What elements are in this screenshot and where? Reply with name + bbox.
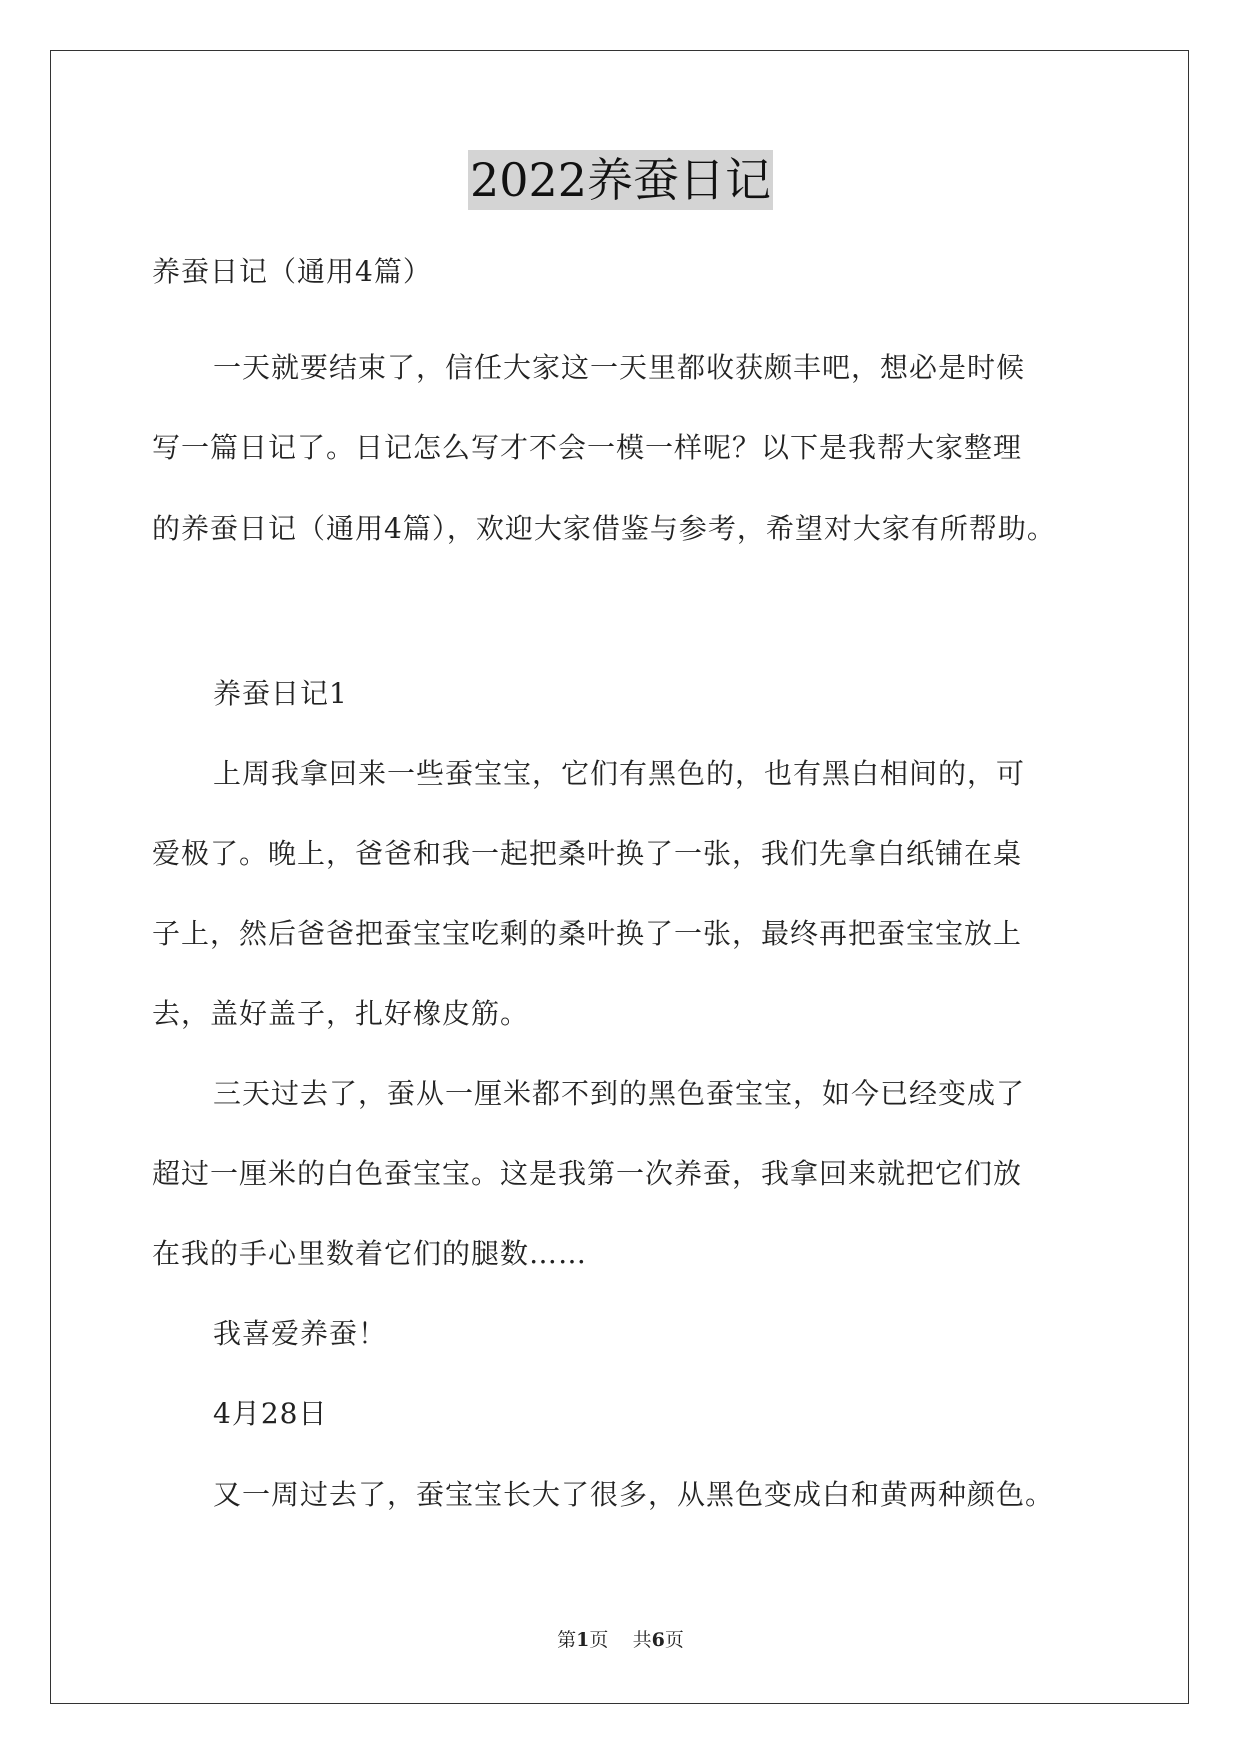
total-pages: 6 <box>651 1629 665 1651</box>
page-suffix: 页 <box>589 1629 609 1651</box>
paragraph-line: 上周我拿回来一些蚕宝宝，它们有黑色的，也有黑白相间的，可 <box>213 757 1026 790</box>
total-prefix: 共 <box>632 1629 652 1651</box>
paragraph-line: 子上，然后爸爸把蚕宝宝吃剩的桑叶换了一张，最终再把蚕宝宝放上 <box>152 917 1023 950</box>
total-suffix: 页 <box>664 1629 684 1651</box>
paragraph-line: 去，盖好盖子，扎好橡皮筋。 <box>152 997 530 1030</box>
paragraph-line: 一天就要结束了，信任大家这一天里都收获颇丰吧，想必是时候 <box>213 351 1026 384</box>
page-prefix: 第 <box>557 1629 577 1651</box>
page-border <box>50 50 1189 1704</box>
page-footer <box>0 1628 1241 1652</box>
document-title: 2022养蚕日记 <box>468 150 773 210</box>
paragraph-line: 三天过去了，蚕从一厘米都不到的黑色蚕宝宝，如今已经变成了 <box>213 1077 1026 1110</box>
paragraph-line: 写一篇日记了。日记怎么写才不会一模一样呢？以下是我帮大家整理 <box>152 431 1023 464</box>
paragraph-line: 爱极了。晚上，爸爸和我一起把桑叶换了一张，我们先拿白纸铺在桌 <box>152 837 1023 870</box>
paragraph-line: 在我的手心里数着它们的腿数…… <box>152 1237 588 1270</box>
title-container <box>0 150 1241 210</box>
page-number: 1 <box>576 1629 590 1651</box>
subtitle-line: 养蚕日记（通用4篇） <box>152 255 432 288</box>
date-line: 4月28日 <box>213 1397 328 1430</box>
paragraph-line: 我喜爱养蚕！ <box>213 1317 388 1350</box>
paragraph-line: 超过一厘米的白色蚕宝宝。这是我第一次养蚕，我拿回来就把它们放 <box>152 1157 1023 1190</box>
paragraph-line: 的养蚕日记（通用4篇），欢迎大家借鉴与参考，希望对大家有所帮助。 <box>152 512 1056 545</box>
paragraph-line: 又一周过去了，蚕宝宝长大了很多，从黑色变成白和黄两种颜色。 <box>213 1478 1055 1511</box>
section-heading: 养蚕日记1 <box>213 677 348 710</box>
